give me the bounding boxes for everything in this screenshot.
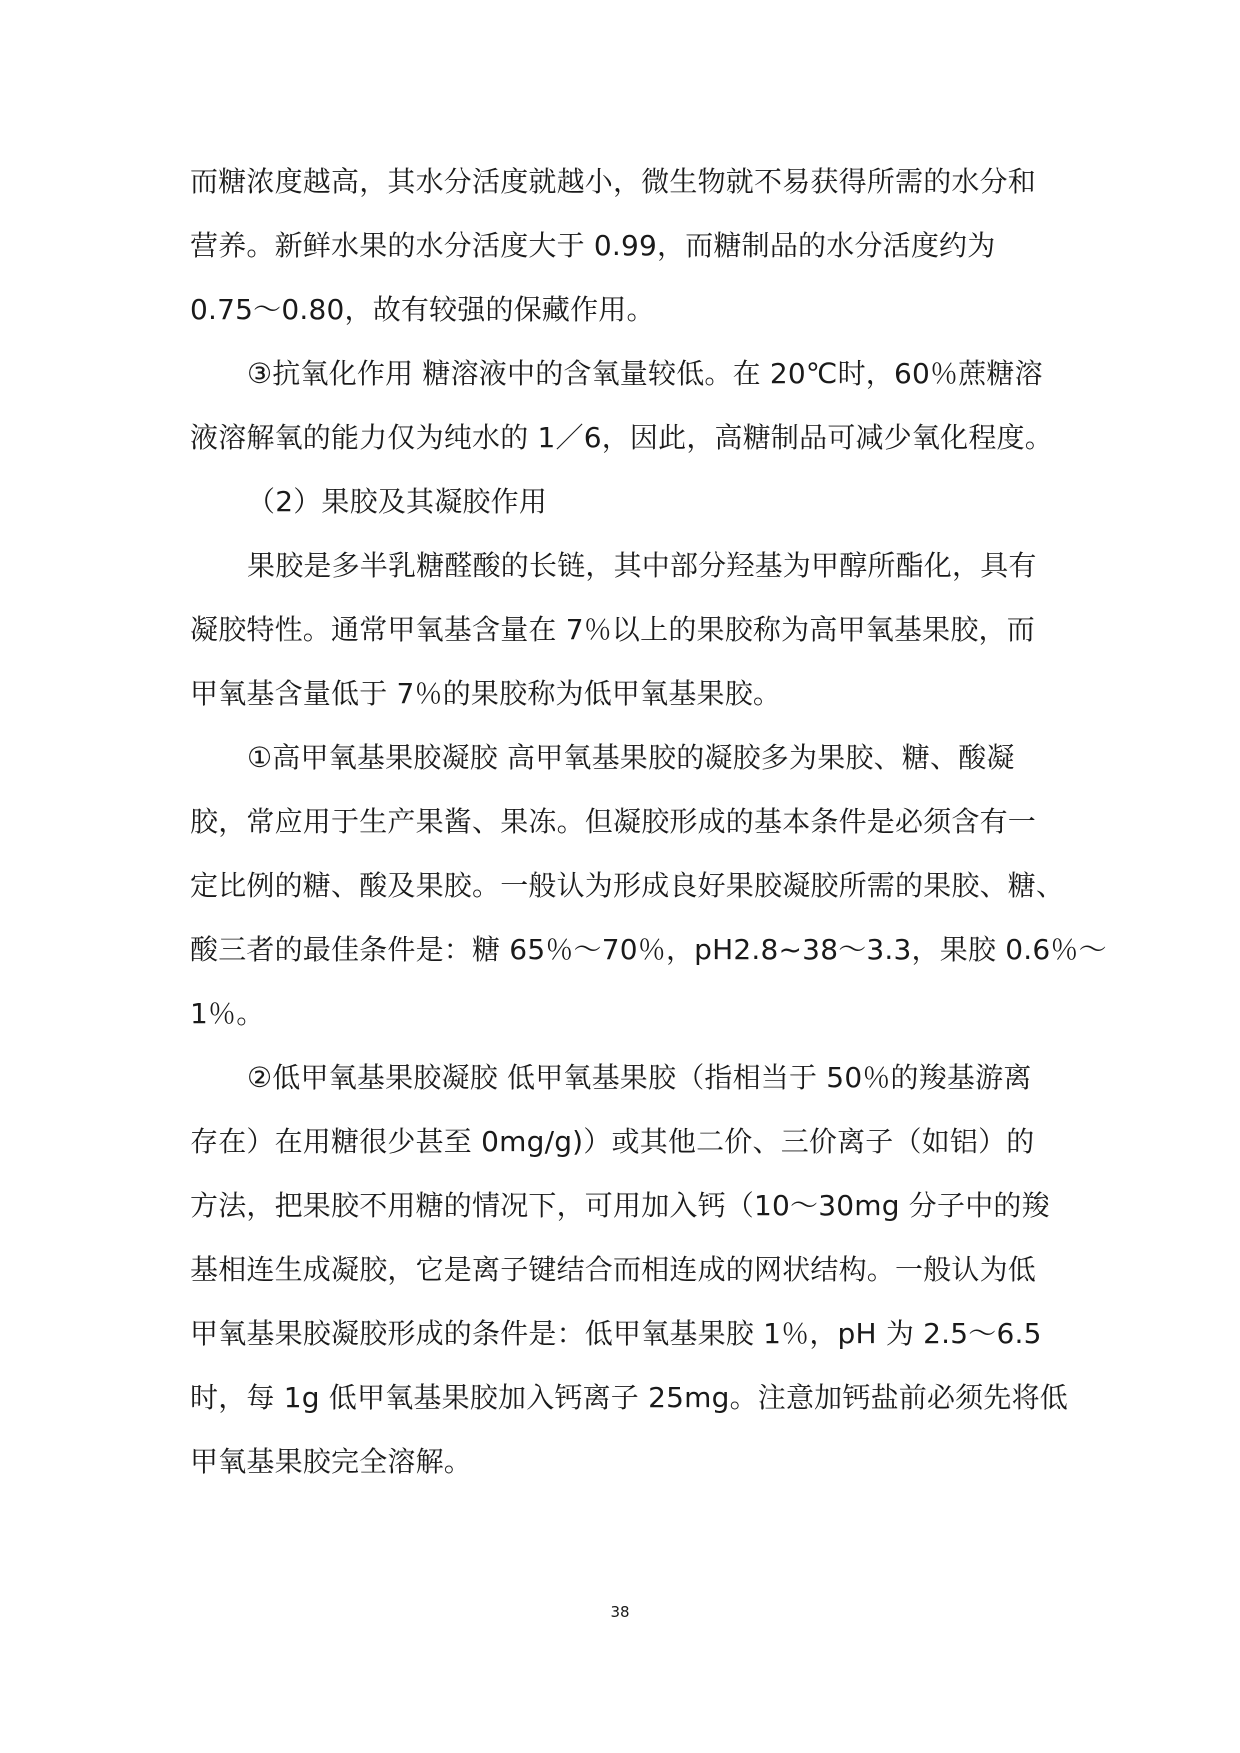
text-line: 甲氧基果胶凝胶形成的条件是：低甲氧基果胶 1％，pH 为 2.5～6.5 — [190, 1317, 1042, 1350]
text-line: 而糖浓度越高，其水分活度就越小，微生物就不易获得所需的水分和 — [190, 165, 1037, 198]
text-line: ①高甲氧基果胶凝胶 高甲氧基果胶的凝胶多为果胶、糖、酸凝 — [247, 741, 1015, 774]
text-line: 时，每 1g 低甲氧基果胶加入钙离子 25mg。注意加钙盐前必须先将低 — [190, 1381, 1068, 1414]
text-line: 甲氧基果胶完全溶解。 — [190, 1445, 473, 1478]
text-line: 液溶解氧的能力仅为纯水的 1／6，因此，高糖制品可减少氧化程度。 — [190, 421, 1053, 454]
text-line: ③抗氧化作用 糖溶液中的含氧量较低。在 20℃时，60％蔗糖溶 — [247, 357, 1043, 390]
text-line: 胶，常应用于生产果酱、果冻。但凝胶形成的基本条件是必须含有一 — [190, 805, 1037, 838]
text-line: 凝胶特性。通常甲氧基含量在 7％以上的果胶称为高甲氧基果胶，而 — [190, 613, 1035, 646]
text-line: 1％。 — [190, 997, 265, 1030]
text-line: 基相连生成凝胶，它是离子键结合而相连成的网状结构。一般认为低 — [190, 1253, 1037, 1286]
text-line: 酸三者的最佳条件是：糖 65％～70％，pH2.8~38～3.3，果胶 0.6％～ — [190, 933, 1107, 966]
body-text — [190, 150, 1107, 1494]
text-line: 方法，把果胶不用糖的情况下，可用加入钙（10～30mg 分子中的羧 — [190, 1189, 1050, 1222]
page-number: 38 — [610, 1603, 630, 1621]
text-line: 甲氧基含量低于 7％的果胶称为低甲氧基果胶。 — [190, 677, 782, 710]
section-heading: （2）果胶及其凝胶作用 — [247, 485, 548, 518]
text-line: ②低甲氧基果胶凝胶 低甲氧基果胶（指相当于 50％的羧基游离 — [247, 1061, 1032, 1094]
text-line: 果胶是多半乳糖醛酸的长链，其中部分羟基为甲醇所酯化，具有 — [247, 549, 1037, 582]
text-line: 存在）在用糖很少甚至 0mg/g)）或其他二价、三价离子（如铝）的 — [190, 1125, 1035, 1158]
text-line: 0.75～0.80，故有较强的保藏作用。 — [190, 293, 655, 326]
text-line: 定比例的糖、酸及果胶。一般认为形成良好果胶凝胶所需的果胶、糖、 — [190, 869, 1065, 902]
text-line: 营养。新鲜水果的水分活度大于 0.99，而糖制品的水分活度约为 — [190, 229, 996, 262]
